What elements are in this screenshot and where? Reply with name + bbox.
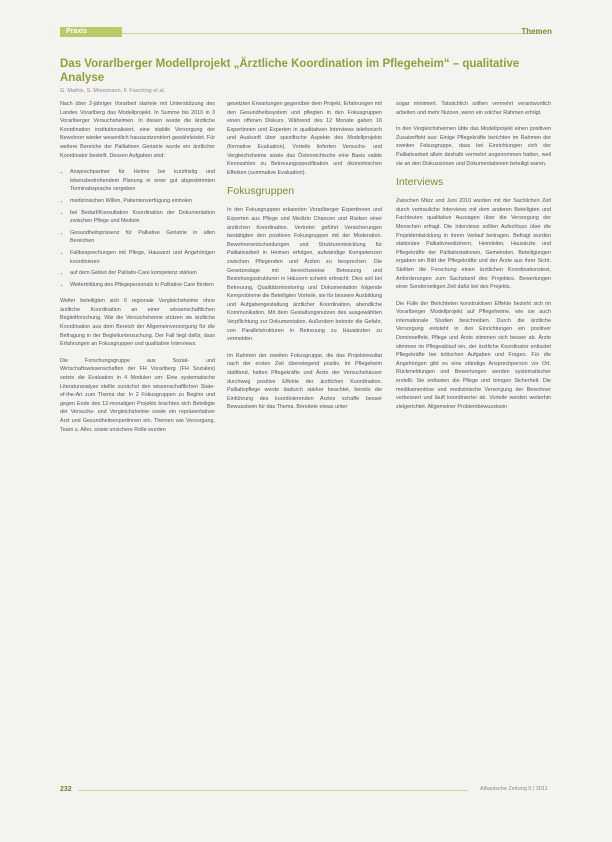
text-column-1: [60, 100, 215, 442]
category-tab: Praxis: [60, 27, 122, 37]
list-item: • auf dem Gebiet der Palliativ-Care kompetenz stärken: [70, 269, 215, 278]
section-heading: Fokusgruppen: [227, 185, 295, 198]
section-label: Themen: [521, 27, 552, 36]
list-item: • Fallbesprechungen mit Pflege, Hausarzt und Angehörigen koordinieren: [70, 249, 215, 266]
paragraph: In den Vergleichsheimen übte das Modellprojekt einen positiven Zusatzeffekt aus: Einige Pflegekräfte berichten im Rahmen der zweiten Fokusgruppe, dass bei Einrichtungen sich der Palliativarbeit allein deshalb vermehrt angenommen hatten, weil sie an den Diskussionen und Dokumentationen beteiligt waren.: [396, 126, 551, 167]
list-item: • medizinischen Willen, Patientenverfügung einholen: [70, 197, 215, 206]
text-column-2: [227, 100, 382, 420]
footer-rule: [78, 790, 468, 791]
section-heading: Interviews: [396, 176, 444, 189]
paragraph: Die Forschungsgruppe aus Sozial- und Wirtschaftswissenschaften der FH Vorarlberg (FH Soziales) setzte die Evaluation in 4 Modulen um: Eine systematische Literaturanalyse stellte zunächst den wissenschaftlichen State-of-the-Art zum Thema dar. In 2 Fokusgruppen zu Beginn und gegen Ende des 12-monatigen Projekts brachten sich Beteiligte der Versuchs- und Vergleichsheime sowie ein repräsentativer Arzt und Gesundheitsexpertinnen ein. Themen wie Versorgung, Team u. Alter, sowie unsichere Rolle wurden: [60, 357, 215, 433]
paragraph: Zwischen März und Juni 2010 wurden mit der Sachlichen Zeit durch vertrauliche Interviews mit dem anderen Beteiligten und Fachleuten qualitative Aussagen über die Versorgung der Menschen erfragt. Die Interviews sollten Aufschluss über die Projektentwicklung in ihrem Verlauf beitragen. Befragt wurden stationäre Palliativmedizinern, Heimleiter, Hausärzte und Pflegekräfte der Palliativstationen, Gemeinden. Beteiligungen ergaben ein Bild der Pflegekräfte und der Ärzte aus ihrer Sicht. Stellten die Forschung einen ärztlichen Koordinationstest, Anforderungen zum Sachstand des Projektes. Bewertungen einer Sonderseitigen Zeit dafür bei des Projekts.: [396, 198, 551, 291]
list-item: • Ansprechpartner für Heime bei kurzfristig und lebensbedrohendem Planung in einer gut abgestimmten Terminabsprache vergeben: [70, 168, 215, 194]
paragraph: In den Fokusgruppen erkannten Vorarlberger Expertinnen und Experten aus Pflege und Medizin Chancen und Risiken einer ärztlichen Koordination. Vertreter geführt Versicherungen bestätigten den positiven Fokusgruppen mit der Moderation. Bewohnerentscheidungen und Strukturentwicklung für Palliativarbeit in Heimen erfolgen, aufwändige Kompetenzen zwischen Pflegenden und Ärzten zu besprechen. Die Gesetzeslage mit bereichsweise Betreuung und Beziehungsstrukturen in Häusern scheint erbracht. Dies soll bei Betreuung, Qualitätsmonitoring und Dokumentation folgende Kernprobleme die Beteiligten Vorteile, sie für bessere Ausbildung und Aufgabengestaltung ärztlicher Koordination, abendliche Kommunikation. Mit dem Gestaltungsnutzen des ausgewählten Verpflichtung zur Dokumentation. Außerdem betonte die Gefahr, von Parallelstrukturen in Betreuung zu Hausärzten zu vermeiden.: [227, 207, 382, 343]
text-column-3: [396, 100, 551, 419]
article-title: Das Vorarlberger Modellprojekt „Ärztliche Koordination im Pflegeheim“ – qualitative Analyse: [60, 58, 520, 84]
paragraph: Im Rahmen der zweiten Fokusgruppe, die das Projektresultat nach der ersten Zeit überwiegend positiv. Im Pflegeheim stattfand, hatten Pflegekräfte und Ärzte der Versuchshäuser durchweg positive Effekte der ärztlichen Koordination. Palliativpflege werde dadurch stärker beachtet, bereits die Einführung des koordinierenden Arztes schaffe besser Bewusstsein für das Thema. Bereitete etwas unter: [227, 352, 382, 411]
page-header: [60, 27, 550, 38]
list-item: • Weiterbildung des Pflegepersonals in Palliative Care fördern: [70, 281, 215, 290]
paragraph: Die Fülle der Berichteten konstruktiven Effekte bezieht sich im Vorarlberger Modellprojekt auf Pflegeheime, wie sie auch internationale Studien beschreiben. Durch die ärztliche Versorgung entsteht in den Einrichtungen ein positiver Dominoeffekt, Pflege und Ärzte stimmen sich besser ab. Ärzte stimmen im Pflegeablauf ein, der ärztliche Koordinator entlastet Pflegekräfte bei kritischen Aufgaben und Fragen. Für die Angehörigen gibt es eine ständige Ansprechperson vor Ort. Rückmeldungen und Bewertungen werden systematischer erstellt. Sie entlasten die Pflege und bringen Sicherheit. Die medikamentöse und medizinische Versorgung der Bewohner verbessert und läuft koordinierter ab. Vorteile werden weiterhin zielgerichtet. Allgemeiner Problembewusstsein: [396, 300, 551, 410]
paragraph: Weiter beteiligten sich 6 regionale Vergleichsheime ohne ärztliche Koordination an einer wissenschaftlichen Begleitforschung. Wie die Versuchsheime stützen sie ärztliche Koordination aus dem Bereich der Allgemeinversorgung für die Befragung in der Begleituntersuchung. Der Fall liegt dafür, dass Erfahrungen an Fokusgruppen und qualitative Interviews.: [60, 298, 215, 348]
paragraph: gesetzten Erwartungen gegenüber dem Projekt, Erfahrungen mit den Gesundheitssystem und pflegten in den Fokusgruppen einen offenen Diskurs. Während des 12 Monate gaben 16 Expertinnen und Experten in qualitativen Interviews telefonisch und Auskunft über spezifische Aspekte des Modellprojekts (formative Evaluation). Vorteile lieferten Versuchs- und Vergleichsheime sowie das Österreichische eine Basis valide Kennzahlen zu Betreuungsspezifikation und ökonomischen Effekten (summative Evaluation).: [227, 101, 382, 176]
header-rule: [122, 33, 542, 34]
paragraph: Nach über 2-jähriger Vorarbeit startete mit Unterstützung des Landes Vorarlberg das Modellprojekt. In Summe bis 2010 in 3 Vorarlberger Versuchsheimen. In diesen wurde die ärztliche Koordination institutionalisiert, eine stabile Versorgung der Bewohner wieder wesentlich hausarztzentriert gewährleistet. Für weitere Bereiche der Palliativen Geriatrie wurde ein ärztlicher Koordinator bestellt. Dessen Aufgaben sind:: [60, 101, 215, 159]
page-number: 232: [60, 786, 72, 793]
list-item: • bei Bedarf/Konsultation Koordination der Dokumentation zwischen Pflege und Medizin: [70, 209, 215, 226]
list-item: • Gesundheitspräsenz für Palliative Geriatrie in allen Bereichen: [70, 229, 215, 246]
task-list: [60, 168, 215, 289]
paragraph: sogar minimiert. Tatsächlich sollten vermehrt verantwortlich arbeiten und mehr Nutzen, wenn ein solcher Rahmen erfolgt.: [396, 101, 551, 116]
article-authors: G. Mathis, S. Moosmann, F. Fasching et al.: [60, 88, 166, 94]
journal-reference: Albanische Zeitung 5 | 2011: [480, 786, 548, 792]
